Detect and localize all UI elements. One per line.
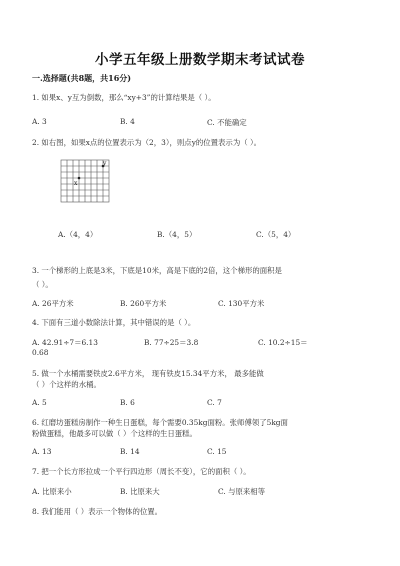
question-7-text: 7. 把一个长方形拉成一个平行四边形（周长不变），它的面积（ ）。: [32, 467, 251, 476]
question-6-option-a: A. 13: [32, 447, 52, 456]
question-6-option-b: B. 14: [120, 447, 140, 456]
question-5-option-c: C. 7: [207, 398, 222, 407]
question-3-option-a: A. 26平方米: [32, 299, 74, 308]
question-4-option-c: C. 10.2÷15＝: [258, 338, 308, 347]
question-7-option-a: A. 比原来小: [32, 487, 72, 496]
question-3-text-line-1: 3. 一个梯形的上底是3米，下底是10米，高是下底的2倍，这个梯形的面积是: [32, 266, 282, 275]
question-4-option-c-continued: 0.68: [32, 348, 49, 357]
question-1-option-b: B. 4: [120, 117, 135, 126]
question-3-option-c: C. 130平方米: [218, 299, 265, 308]
question-3-text-line-2: （ ）。: [32, 280, 53, 289]
question-1-text: 1. 如果x、y互为倒数，那么“xy+3”的计算结果是（ ）。: [32, 93, 216, 102]
question-7-option-c: C. 与原来相等: [218, 487, 266, 496]
question-6-text-line-1: 6. 红磨坊蛋糕房制作一种生日蛋糕，每个需要0.35kg面粉。张师傅领了5kg面: [32, 418, 288, 427]
point-x-marker: [78, 177, 81, 180]
question-6-text-line-2: 粉做蛋糕，他最多可以做（ ）个这样的生日蛋糕。: [32, 429, 197, 438]
page-title: 小学五年级上册数学期末考试试卷: [95, 52, 305, 68]
question-2-option-a: A.（4，4）: [58, 230, 98, 239]
question-4-option-b: B. 77÷25＝3.8: [144, 338, 199, 347]
question-5-option-a: A. 5: [32, 398, 47, 407]
question-6-option-c: C. 15: [207, 447, 227, 456]
question-4-option-a: A. 42.91÷7＝6.13: [32, 338, 98, 347]
question-5-option-b: B. 6: [120, 398, 135, 407]
question-4-text: 4. 下面有三道小数除法计算，其中错误的是（ ）。: [32, 318, 196, 327]
question-5-text-line-2: （ ）个这样的水桶。: [32, 380, 101, 389]
question-2-text: 2. 如右图，如果x点的位置表示为（2，3），则点y的位置表示为（ ）。: [32, 138, 262, 147]
question-7-option-b: B. 比原来大: [120, 487, 160, 496]
question-1-option-a: A. 3: [32, 117, 47, 126]
coordinate-grid-figure: [60, 159, 112, 206]
question-1-option-c: C. 不能确定: [207, 118, 247, 127]
question-5-text-line-1: 5. 做一个水桶需要铁皮2.6平方米， 现有铁皮15.34平方米， 最多能做: [32, 369, 264, 378]
question-3-option-b: B. 260平方米: [120, 299, 167, 308]
point-y-label: y: [103, 160, 107, 167]
question-8-text: 8. 我们能用（ ）表示一个物体的位置。: [32, 507, 163, 516]
question-2-option-c: C.（5，4）: [256, 230, 296, 239]
point-x-label: x: [74, 180, 78, 187]
section-heading: 一.选择题(共8题，共16分): [32, 73, 132, 83]
question-2-option-b: B.（4，5）: [157, 230, 197, 239]
